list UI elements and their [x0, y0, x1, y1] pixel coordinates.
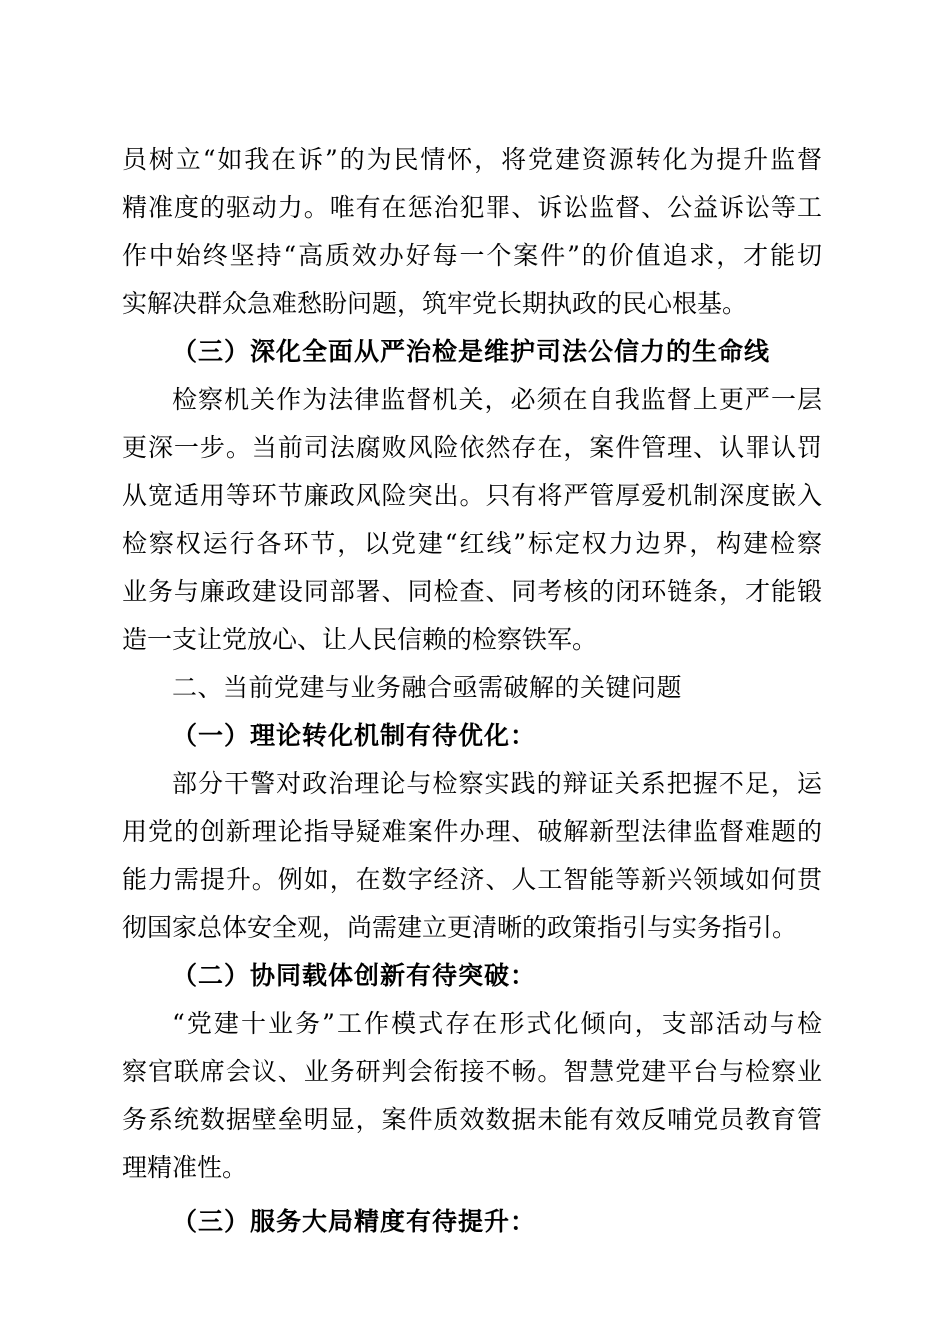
section-heading: （三）服务大局精度有待提升： [172, 1207, 537, 1236]
paragraph-line: 察官联席会议、业务研判会衔接不畅。智慧党建平台与检察业 [122, 1057, 822, 1086]
paragraph-line: “党建十业务”工作模式存在形式化倾向，支部活动与检 [172, 1009, 822, 1038]
paragraph-line: 用党的创新理论指导疑难案件办理、破解新型法律监督难题的 [122, 817, 822, 846]
paragraph-line: 更深一步。当前司法腐败风险依然存在，案件管理、认罪认罚 [122, 433, 822, 462]
paragraph-line: 部分干警对政治理论与检察实践的辩证关系把握不足，运 [172, 769, 822, 798]
paragraph-line: 实解决群众急难愁盼问题，筑牢党长期执政的民心根基。 [122, 289, 748, 318]
section-heading: （三）深化全面从严治检是维护司法公信力的生命线 [172, 337, 771, 366]
paragraph-line: 作中始终坚持“高质效办好每一个案件”的价值追求，才能切 [122, 241, 822, 270]
section-heading: （一）理论转化机制有待优化： [172, 721, 537, 750]
paragraph-line: 精准度的驱动力。唯有在惩治犯罪、诉讼监督、公益诉讼等工 [122, 193, 822, 222]
paragraph-line: 检察机关作为法律监督机关，必须在自我监督上更严一层 [172, 385, 822, 414]
paragraph-line: 理精准性。 [122, 1153, 248, 1182]
paragraph-line: 业务与廉政建设同部署、同检查、同考核的闭环链条，才能锻 [122, 577, 822, 606]
paragraph-line: 从宽适用等环节廉政风险突出。只有将严管厚爱机制深度嵌入 [122, 481, 822, 510]
chapter-heading: 二、当前党建与业务融合亟需破解的关键问题 [172, 673, 683, 702]
paragraph-line: 检察权运行各环节，以党建“红线”标定权力边界，构建检察 [122, 529, 822, 558]
paragraph-line: 彻国家总体安全观，尚需建立更清晰的政策指引与实务指引。 [122, 913, 798, 942]
paragraph-line: 能力需提升。例如，在数字经济、人工智能等新兴领域如何贯 [122, 865, 822, 894]
paragraph-line: 造一支让党放心、让人民信赖的检察铁军。 [122, 625, 598, 654]
section-heading: （二）协同载体创新有待突破： [172, 961, 537, 990]
paragraph-line: 员树立“如我在诉”的为民情怀，将党建资源转化为提升监督 [122, 145, 822, 174]
paragraph-line: 务系统数据壁垒明显，案件质效数据未能有效反哺党员教育管 [122, 1105, 822, 1134]
